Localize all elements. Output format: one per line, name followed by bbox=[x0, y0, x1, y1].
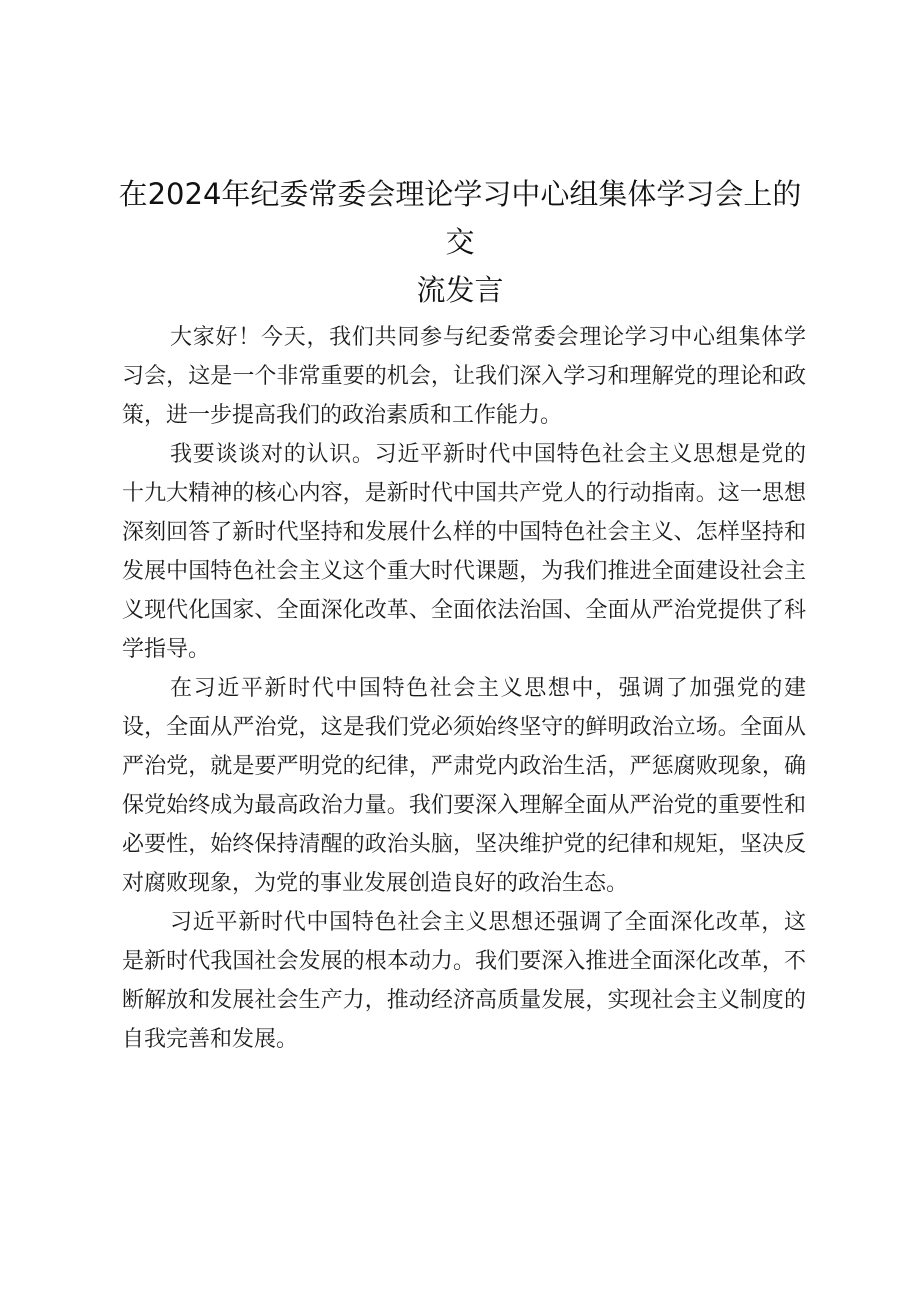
paragraph-party-discipline: 在习近平新时代中国特色社会主义思想中，强调了加强党的建设，全面从严治党，这是我们党必须始终坚守的鲜明政治立场。全面从严治党，就是要严明党的纪律，严肃党内政治生活，严惩腐败现象，确保党始终成为最高政治力量。我们要深入理解全面从严治党的重要性和必要性，始终保持清醒的政治头脑，坚决维护党的纪律和规矩，坚决反对腐败现象，为党的事业发展创造良好的政治生态。 bbox=[122, 676, 806, 896]
paragraph-reform: 习近平新时代中国特色社会主义思想还强调了全面深化改革，这是新时代我国社会发展的根本动力。我们要深入推进全面深化改革，不断解放和发展社会生产力，推动经济高质量发展，实现社会主义制度的自我完善和发展。 bbox=[122, 910, 806, 1052]
document-title-line-2: 流发言 bbox=[416, 273, 504, 307]
paragraph-understanding: 我要谈谈对的认识。习近平新时代中国特色社会主义思想是党的十九大精神的核心内容，是新时代中国共产党人的行动指南。这一思想深刻回答了新时代坚持和发展什么样的中国特色社会主义、怎样坚持和发展中国特色社会主义这个重大时代课题，为我们推进全面建设社会主义现代化国家、全面深化改革、全面依法治国、全面从严治党提供了科学指导。 bbox=[122, 442, 806, 662]
document-title bbox=[110, 170, 810, 314]
paragraph-greeting: 大家好！今天，我们共同参与纪委常委会理论学习中心组集体学习会，这是一个非常重要的机会，让我们深入学习和理解党的理论和政策，进一步提高我们的政治素质和工作能力。 bbox=[122, 325, 806, 428]
document-body bbox=[122, 318, 806, 1059]
document-title-line-1: 在2024年纪委常委会理论学习中心组集体学习会上的交 bbox=[118, 177, 802, 259]
